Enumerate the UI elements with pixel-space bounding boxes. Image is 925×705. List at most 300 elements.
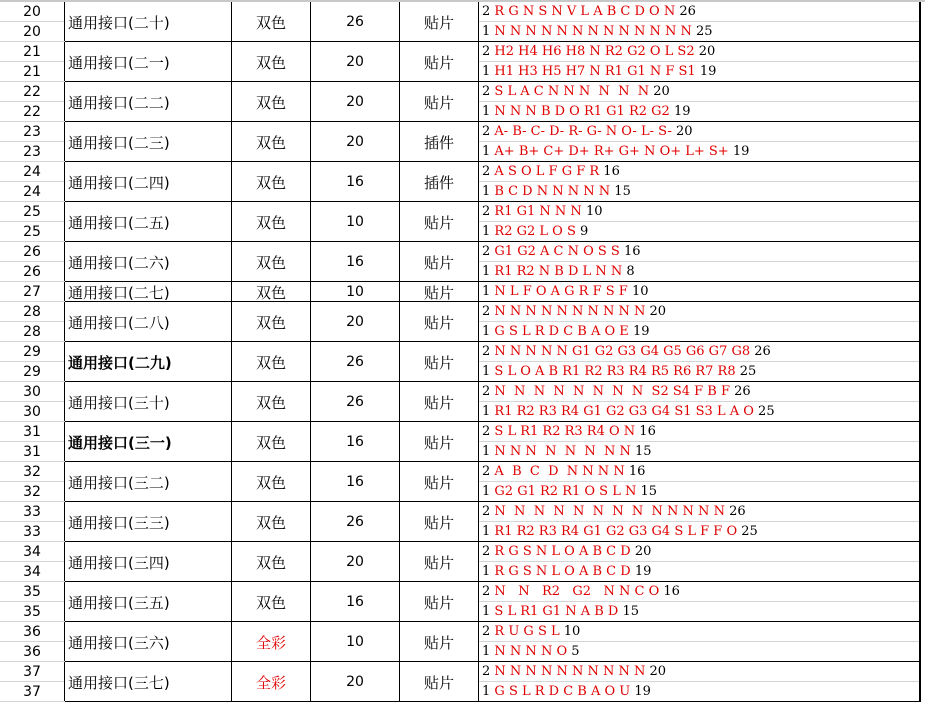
pin-sequence: R1 R2 R3 R4 G1 G2 G3 G4 S1 S3 L A O bbox=[494, 404, 754, 419]
mount-type-cell[interactable]: 贴片 bbox=[400, 382, 479, 422]
pin-count-label: 20 bbox=[649, 304, 667, 319]
connector-side-label: 1 bbox=[482, 644, 491, 659]
row-number: 24 bbox=[23, 184, 41, 200]
pin-sequence: N N N N N G1 G2 G3 G4 G5 G6 G7 G8 bbox=[494, 344, 751, 359]
pin-count-cell[interactable]: 20 bbox=[311, 42, 400, 82]
pin-count-label: 25 bbox=[741, 524, 758, 539]
interface-name-cell[interactable]: 通用接口(二八) bbox=[65, 302, 232, 342]
pin-sequence: A S O L F G F R bbox=[494, 164, 600, 179]
row-number: 36 bbox=[23, 644, 41, 660]
interface-name-cell[interactable]: 通用接口(三一) bbox=[65, 422, 232, 462]
table-row-32 bbox=[0, 462, 925, 502]
pin-sequence: N N N N O bbox=[494, 644, 568, 659]
pin-count-cell[interactable]: 26 bbox=[311, 382, 400, 422]
connector-side-label: 2 bbox=[482, 544, 491, 559]
pin-count-cell[interactable]: 26 bbox=[311, 342, 400, 382]
pin-count-cell[interactable]: 16 bbox=[311, 242, 400, 282]
row-number-cell[interactable] bbox=[0, 462, 65, 502]
row-number: 31 bbox=[0, 422, 64, 442]
connector-side-label: 2 bbox=[482, 304, 491, 319]
pin-sequence: G S L R D C B A O U bbox=[494, 684, 631, 699]
mount-type-cell[interactable]: 贴片 bbox=[400, 342, 479, 382]
row-number: 22 bbox=[0, 82, 64, 102]
row-number-cell[interactable] bbox=[0, 382, 65, 422]
pin-line bbox=[479, 62, 919, 82]
color-type-cell[interactable]: 双色 bbox=[232, 42, 311, 82]
mount-type-cell[interactable]: 贴片 bbox=[400, 202, 479, 242]
interface-name-cell[interactable]: 通用接口(二七) bbox=[65, 282, 232, 302]
pin-definition-cell[interactable] bbox=[479, 462, 921, 502]
pin-sequence: R2 G2 L O S bbox=[494, 224, 576, 239]
connector-side-label: 2 bbox=[482, 244, 491, 259]
table-row-31 bbox=[0, 422, 925, 462]
interface-name-cell[interactable]: 通用接口(二三) bbox=[65, 122, 232, 162]
row-number: 25 bbox=[23, 224, 41, 240]
row-number: 31 bbox=[23, 444, 41, 460]
color-type-cell[interactable]: 双色 bbox=[232, 282, 311, 302]
row-number: 20 bbox=[23, 24, 41, 40]
color-type-cell[interactable]: 双色 bbox=[232, 342, 311, 382]
connector-side-label: 1 bbox=[482, 324, 491, 339]
connector-side-label: 2 bbox=[482, 464, 491, 479]
interface-name-cell[interactable]: 通用接口(三二) bbox=[65, 462, 232, 502]
pin-line bbox=[479, 122, 919, 142]
pin-line bbox=[479, 22, 919, 42]
row-number: 33 bbox=[23, 524, 41, 540]
pin-count-label: 19 bbox=[732, 144, 750, 159]
table-row-22 bbox=[0, 82, 925, 122]
pin-sequence: S L R1 R2 R3 R4 O N bbox=[494, 424, 636, 439]
pin-count-label: 15 bbox=[635, 444, 652, 459]
connector-side-label: 1 bbox=[482, 264, 491, 279]
mount-type-cell[interactable]: 贴片 bbox=[400, 542, 479, 582]
row-number: 37 bbox=[0, 662, 64, 682]
table-row-34 bbox=[0, 542, 925, 582]
row-number: 22 bbox=[23, 104, 41, 120]
connector-side-label: 2 bbox=[482, 84, 491, 99]
row-number: 23 bbox=[23, 144, 41, 160]
mount-type-cell[interactable]: 贴片 bbox=[400, 662, 479, 702]
pin-definition-cell[interactable] bbox=[479, 582, 921, 622]
pin-count-label: 9 bbox=[580, 224, 589, 239]
row-number-cell[interactable] bbox=[0, 242, 65, 282]
mount-type-cell[interactable]: 贴片 bbox=[400, 42, 479, 82]
row-number-cell[interactable] bbox=[0, 662, 65, 702]
pin-line bbox=[479, 662, 919, 682]
pin-count-cell[interactable]: 16 bbox=[311, 462, 400, 502]
pin-sequence: R G N S N V L A B C D O N bbox=[494, 4, 676, 19]
interface-name-cell[interactable]: 通用接口(二四) bbox=[65, 162, 232, 202]
pin-definition-cell[interactable] bbox=[479, 122, 921, 162]
pin-count-cell[interactable]: 20 bbox=[311, 542, 400, 582]
pin-definition-cell[interactable] bbox=[479, 242, 921, 282]
pin-count-label: 25 bbox=[739, 364, 757, 379]
pin-sequence: R G S N L O A B C D bbox=[494, 564, 631, 579]
color-type-cell[interactable]: 双色 bbox=[232, 302, 311, 342]
pin-definition-cell[interactable] bbox=[479, 162, 921, 202]
table-row-21 bbox=[0, 42, 925, 82]
pin-count-label: 10 bbox=[631, 284, 649, 299]
pin-line bbox=[479, 102, 919, 122]
pin-count-cell[interactable]: 26 bbox=[311, 502, 400, 542]
pin-line bbox=[479, 222, 919, 242]
connector-side-label: 1 bbox=[482, 184, 491, 199]
pin-count-cell[interactable]: 10 bbox=[311, 622, 400, 662]
table-row-33 bbox=[0, 502, 925, 542]
row-number-cell[interactable] bbox=[0, 2, 65, 42]
pin-line bbox=[479, 302, 919, 322]
pin-sequence: A B C D N N N N bbox=[494, 464, 625, 479]
color-type-cell[interactable]: 双色 bbox=[232, 502, 311, 542]
pin-definition-cell[interactable] bbox=[479, 422, 921, 462]
interface-name-cell[interactable]: 通用接口(二十) bbox=[65, 2, 232, 42]
pin-sequence: R1 R2 N B D L N N bbox=[494, 264, 623, 279]
pin-line bbox=[479, 462, 919, 482]
pin-line bbox=[479, 182, 919, 202]
color-type-cell[interactable]: 双色 bbox=[232, 542, 311, 582]
pin-sequence: N N N N N N N N N N bbox=[494, 664, 646, 679]
pin-definition-cell[interactable] bbox=[479, 542, 921, 582]
connector-side-label: 2 bbox=[482, 664, 491, 679]
connector-side-label: 1 bbox=[482, 444, 491, 459]
pin-line bbox=[479, 322, 919, 342]
pin-definition-cell[interactable] bbox=[479, 382, 921, 422]
color-type-cell[interactable]: 双色 bbox=[232, 382, 311, 422]
row-number: 27 bbox=[23, 284, 41, 300]
mount-type-cell[interactable]: 贴片 bbox=[400, 282, 479, 302]
connector-side-label: 2 bbox=[482, 384, 491, 399]
color-type-cell[interactable]: 双色 bbox=[232, 422, 311, 462]
table-row-23 bbox=[0, 122, 925, 162]
table-row-28 bbox=[0, 302, 925, 342]
row-number: 29 bbox=[0, 342, 64, 362]
pin-sequence: B C D N N N N N bbox=[494, 184, 611, 199]
connector-side-label: 2 bbox=[482, 4, 491, 19]
pin-sequence: R U G S L bbox=[494, 624, 560, 639]
pin-count-label: 15 bbox=[622, 604, 640, 619]
row-number: 28 bbox=[23, 324, 41, 340]
pin-line bbox=[479, 682, 919, 702]
pin-line bbox=[479, 142, 919, 162]
connector-side-label: 2 bbox=[482, 504, 491, 519]
connector-side-label: 2 bbox=[482, 624, 491, 639]
pin-definition-cell[interactable] bbox=[479, 342, 921, 382]
pin-count-label: 26 bbox=[729, 504, 746, 519]
pin-definition-cell[interactable] bbox=[479, 502, 921, 542]
pin-definition-cell[interactable] bbox=[479, 302, 921, 342]
pin-count-cell[interactable]: 20 bbox=[311, 82, 400, 122]
pin-count-label: 16 bbox=[639, 424, 656, 439]
mount-type-cell[interactable]: 贴片 bbox=[400, 622, 479, 662]
mount-type-cell[interactable]: 贴片 bbox=[400, 2, 479, 42]
connector-side-label: 2 bbox=[482, 164, 491, 179]
pin-line bbox=[479, 262, 919, 282]
pin-count-label: 20 bbox=[698, 44, 716, 59]
pin-sequence: N N N N N N N N N N N N N bbox=[494, 24, 692, 39]
pin-count-label: 19 bbox=[673, 104, 691, 119]
connector-side-label: 2 bbox=[482, 124, 491, 139]
pin-sequence: G S L R D C B A O E bbox=[494, 324, 629, 339]
color-type-cell[interactable]: 双色 bbox=[232, 82, 311, 122]
pin-count-label: 20 bbox=[649, 664, 667, 679]
row-number: 32 bbox=[23, 484, 41, 500]
pin-count-label: 20 bbox=[676, 124, 693, 139]
pin-line bbox=[479, 422, 919, 442]
pin-count-label: 19 bbox=[632, 324, 650, 339]
pin-count-label: 15 bbox=[640, 484, 658, 499]
interface-name-cell[interactable]: 通用接口(三五) bbox=[65, 582, 232, 622]
pin-count-label: 20 bbox=[634, 544, 652, 559]
pin-definition-cell[interactable] bbox=[479, 282, 921, 302]
connector-side-label: 1 bbox=[482, 104, 491, 119]
row-number: 34 bbox=[23, 564, 41, 580]
mount-type-cell[interactable]: 贴片 bbox=[400, 582, 479, 622]
pin-count-label: 16 bbox=[603, 164, 620, 179]
pin-definition-cell[interactable] bbox=[479, 82, 921, 122]
pin-line bbox=[479, 502, 919, 522]
row-number-cell[interactable] bbox=[0, 42, 65, 82]
pin-count-label: 5 bbox=[571, 644, 580, 659]
pin-sequence: N L F O A G R F S F bbox=[494, 284, 628, 299]
pin-sequence: A- B- C- D- R- G- N O- L- S- bbox=[494, 124, 672, 139]
row-number: 34 bbox=[0, 542, 64, 562]
pin-line bbox=[479, 242, 919, 262]
table-row-37 bbox=[0, 662, 925, 702]
connector-side-label: 1 bbox=[482, 144, 491, 159]
pin-definition-cell[interactable] bbox=[479, 42, 921, 82]
pin-sequence: N N R2 G2 N N C O bbox=[494, 584, 660, 599]
connector-side-label: 1 bbox=[482, 24, 491, 39]
mount-type-cell[interactable]: 贴片 bbox=[400, 302, 479, 342]
color-type-cell[interactable]: 双色 bbox=[232, 122, 311, 162]
pin-count-label: 20 bbox=[653, 84, 670, 99]
connector-side-label: 1 bbox=[482, 604, 491, 619]
row-number: 36 bbox=[0, 622, 64, 642]
table-row-27 bbox=[0, 282, 925, 302]
row-number: 26 bbox=[0, 242, 64, 262]
pin-count-cell[interactable]: 16 bbox=[311, 422, 400, 462]
row-border bbox=[65, 701, 921, 702]
pin-sequence: A+ B+ C+ D+ R+ G+ N O+ L+ S+ bbox=[494, 144, 729, 159]
pin-count-label: 10 bbox=[563, 624, 581, 639]
pin-sequence: N N N N N N N N bbox=[494, 444, 631, 459]
mount-type-cell[interactable]: 插件 bbox=[400, 122, 479, 162]
row-gridline bbox=[0, 701, 65, 702]
pin-count-label: 8 bbox=[626, 264, 635, 279]
pin-line bbox=[479, 522, 919, 542]
pin-line bbox=[479, 202, 919, 222]
connector-side-label: 1 bbox=[482, 284, 491, 299]
interface-name-cell[interactable]: 通用接口(三六) bbox=[65, 622, 232, 662]
row-number-cell[interactable] bbox=[0, 422, 65, 462]
connector-side-label: 2 bbox=[482, 204, 491, 219]
pin-sequence: N N N N N N N N S2 S4 F B F bbox=[494, 384, 731, 399]
row-number: 23 bbox=[0, 122, 64, 142]
pin-count-cell[interactable]: 20 bbox=[311, 302, 400, 342]
row-number-cell[interactable] bbox=[0, 122, 65, 162]
table-row-30 bbox=[0, 382, 925, 422]
connector-side-label: 1 bbox=[482, 364, 491, 379]
pin-line bbox=[479, 82, 919, 102]
pin-sequence: N N N B D O R1 G1 R2 G2 bbox=[494, 104, 670, 119]
pin-definition-cell[interactable] bbox=[479, 2, 921, 42]
pin-sequence: H2 H4 H6 H8 N R2 G2 O L S2 bbox=[494, 44, 695, 59]
row-number-cell[interactable] bbox=[0, 502, 65, 542]
row-number: 20 bbox=[0, 2, 64, 22]
pin-line bbox=[479, 482, 919, 502]
connector-side-label: 1 bbox=[482, 404, 491, 419]
pin-sequence: R1 G1 N N N bbox=[494, 204, 582, 219]
connector-side-label: 1 bbox=[482, 64, 491, 79]
pin-line bbox=[479, 362, 919, 382]
row-number-cell[interactable] bbox=[0, 82, 65, 122]
pin-count-label: 19 bbox=[634, 684, 651, 699]
row-number: 37 bbox=[23, 684, 41, 700]
table-row-25 bbox=[0, 202, 925, 242]
row-number: 29 bbox=[23, 364, 41, 380]
pin-count-cell[interactable]: 16 bbox=[311, 582, 400, 622]
connector-side-label: 1 bbox=[482, 224, 491, 239]
pin-count-cell[interactable]: 26 bbox=[311, 2, 400, 42]
color-type-cell[interactable]: 双色 bbox=[232, 2, 311, 42]
color-type-cell[interactable]: 全彩 bbox=[232, 662, 311, 702]
row-number-cell[interactable] bbox=[0, 542, 65, 582]
pin-count-label: 15 bbox=[614, 184, 631, 199]
row-number-cell[interactable] bbox=[0, 622, 65, 662]
pin-count-label: 26 bbox=[754, 344, 771, 359]
table-row-29 bbox=[0, 342, 925, 382]
pin-line bbox=[479, 42, 919, 62]
color-type-cell[interactable]: 双色 bbox=[232, 462, 311, 502]
row-number-cell[interactable] bbox=[0, 282, 65, 302]
pin-line bbox=[479, 342, 919, 362]
color-type-cell[interactable]: 双色 bbox=[232, 202, 311, 242]
interface-name-cell[interactable]: 通用接口(二二) bbox=[65, 82, 232, 122]
interface-name-cell[interactable]: 通用接口(三四) bbox=[65, 542, 232, 582]
row-number: 33 bbox=[0, 502, 64, 522]
color-type-cell[interactable]: 双色 bbox=[232, 582, 311, 622]
row-number: 35 bbox=[0, 582, 64, 602]
mount-type-cell[interactable]: 插件 bbox=[400, 162, 479, 202]
pin-sequence: N N N N N N N N N N N N N bbox=[494, 504, 725, 519]
connector-side-label: 2 bbox=[482, 44, 491, 59]
pin-count-cell[interactable]: 16 bbox=[311, 162, 400, 202]
pin-count-label: 25 bbox=[696, 24, 713, 39]
pin-count-cell[interactable]: 20 bbox=[311, 122, 400, 162]
interface-name-cell[interactable]: 通用接口(二五) bbox=[65, 202, 232, 242]
connector-side-label: 1 bbox=[482, 564, 491, 579]
row-number-cell[interactable] bbox=[0, 582, 65, 622]
row-number: 30 bbox=[0, 382, 64, 402]
pin-sequence: G2 G1 R2 R1 O S L N bbox=[494, 484, 637, 499]
pin-line bbox=[479, 582, 919, 602]
pin-sequence: S L A C N N N N N N bbox=[494, 84, 650, 99]
row-number: 25 bbox=[0, 202, 64, 222]
table-row-26 bbox=[0, 242, 925, 282]
pin-count-label: 16 bbox=[623, 244, 641, 259]
pin-line bbox=[479, 562, 919, 582]
row-number-cell[interactable] bbox=[0, 162, 65, 202]
row-number-cell[interactable] bbox=[0, 302, 65, 342]
pin-sequence: H1 H3 H5 H7 N R1 G1 N F S1 bbox=[494, 64, 696, 79]
pin-count-label: 26 bbox=[734, 384, 751, 399]
row-number: 35 bbox=[23, 604, 41, 620]
pin-sequence: R G S N L O A B C D bbox=[494, 544, 631, 559]
row-number: 24 bbox=[0, 162, 64, 182]
connector-side-label: 1 bbox=[482, 484, 491, 499]
row-number: 26 bbox=[23, 264, 41, 280]
interface-name-cell[interactable]: 通用接口(二六) bbox=[65, 242, 232, 282]
pin-line bbox=[479, 542, 919, 562]
connector-side-label: 2 bbox=[482, 424, 491, 439]
pin-definition-cell[interactable] bbox=[479, 622, 921, 662]
pin-count-label: 25 bbox=[758, 404, 775, 419]
pin-count-label: 26 bbox=[679, 4, 696, 19]
interface-name-cell[interactable]: 通用接口(二一) bbox=[65, 42, 232, 82]
mount-type-cell[interactable]: 贴片 bbox=[400, 502, 479, 542]
pin-line bbox=[479, 382, 919, 402]
table-row-35 bbox=[0, 582, 925, 622]
pin-count-label: 16 bbox=[628, 464, 646, 479]
pin-count-label: 19 bbox=[634, 564, 652, 579]
pin-sequence: S L O A B R1 R2 R3 R4 R5 R6 R7 R8 bbox=[494, 364, 736, 379]
pin-count-cell[interactable]: 10 bbox=[311, 282, 400, 302]
mount-type-cell[interactable]: 贴片 bbox=[400, 422, 479, 462]
pin-line bbox=[479, 2, 919, 22]
connector-side-label: 1 bbox=[482, 684, 491, 699]
color-type-cell[interactable]: 双色 bbox=[232, 162, 311, 202]
pin-count-label: 19 bbox=[699, 64, 717, 79]
pin-count-label: 16 bbox=[663, 584, 680, 599]
mount-type-cell[interactable]: 贴片 bbox=[400, 242, 479, 282]
row-number: 21 bbox=[23, 64, 41, 80]
row-number: 21 bbox=[0, 42, 64, 62]
row-number-cell[interactable] bbox=[0, 202, 65, 242]
mount-type-cell[interactable]: 贴片 bbox=[400, 82, 479, 122]
pin-sequence: R1 R2 R3 R4 G1 G2 G3 G4 S L F F O bbox=[494, 524, 738, 539]
interface-name-cell[interactable]: 通用接口(三三) bbox=[65, 502, 232, 542]
row-number-cell[interactable] bbox=[0, 342, 65, 382]
connector-side-label: 1 bbox=[482, 524, 491, 539]
color-type-cell[interactable]: 双色 bbox=[232, 242, 311, 282]
pin-sequence: N N N N N N N N N N bbox=[494, 304, 646, 319]
pin-line bbox=[479, 402, 919, 422]
connector-side-label: 2 bbox=[482, 584, 491, 599]
pin-line bbox=[479, 622, 919, 642]
pin-definition-cell[interactable] bbox=[479, 202, 921, 242]
pin-line bbox=[479, 602, 919, 622]
pin-definition-cell[interactable] bbox=[479, 662, 921, 702]
table-row-36 bbox=[0, 622, 925, 662]
pin-line bbox=[479, 442, 919, 462]
pin-sequence: G1 G2 A C N O S S bbox=[494, 244, 620, 259]
interface-name-cell[interactable]: 通用接口(二九) bbox=[65, 342, 232, 382]
interface-name-cell[interactable]: 通用接口(三十) bbox=[65, 382, 232, 422]
table-row-20 bbox=[0, 2, 925, 42]
pin-sequence: S L R1 G1 N A B D bbox=[494, 604, 619, 619]
table-row-24 bbox=[0, 162, 925, 202]
pin-count-label: 10 bbox=[585, 204, 603, 219]
pin-count-cell[interactable]: 20 bbox=[311, 662, 400, 702]
pin-line bbox=[479, 162, 919, 182]
interface-name-cell[interactable]: 通用接口(三七) bbox=[65, 662, 232, 702]
mount-type-cell[interactable]: 贴片 bbox=[400, 462, 479, 502]
color-type-cell[interactable]: 全彩 bbox=[232, 622, 311, 662]
row-number: 32 bbox=[0, 462, 64, 482]
row-number: 28 bbox=[0, 302, 64, 322]
pin-count-cell[interactable]: 10 bbox=[311, 202, 400, 242]
pin-line bbox=[479, 642, 919, 662]
